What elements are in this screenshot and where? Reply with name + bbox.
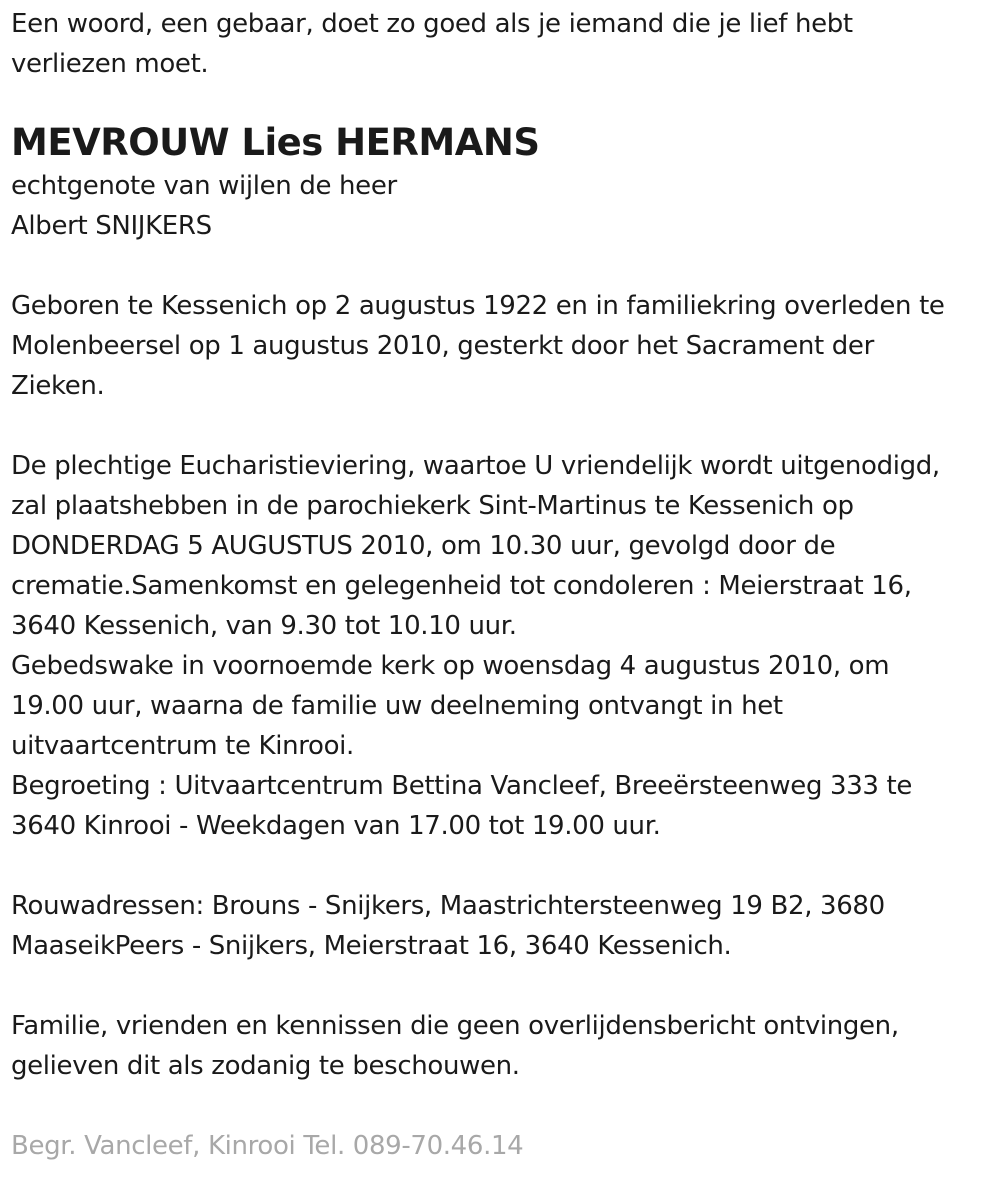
paragraph-line: Rouwadressen: Brouns - Snijkers, Maastrichtersteenweg 19 B2, 3680	[11, 891, 885, 921]
deceased-name: MEVROUW Lies HERMANS	[11, 121, 540, 164]
spacer	[11, 966, 990, 1006]
paragraph-line: gelieven dit als zodanig te beschouwen.	[11, 1051, 520, 1081]
paragraph-line: Zieken.	[11, 371, 105, 401]
paragraph-line: 3640 Kessenich, van 9.30 tot 10.10 uur.	[11, 611, 517, 641]
paragraph-line: Begroeting : Uitvaartcentrum Bettina Vancleef, Breeërsteenweg 333 te	[11, 771, 913, 801]
funeral-home-footer: Begr. Vancleef, Kinrooi Tel. 089-70.46.14	[11, 1131, 524, 1161]
paragraph-line: Familie, vrienden en kennissen die geen overlijdensbericht ontvingen,	[11, 1011, 899, 1041]
intro-line: Een woord, een gebaar, doet zo goed als je iemand die je lief hebt	[11, 9, 853, 39]
spouse-line: Albert SNIJKERS	[11, 211, 212, 241]
spouse-line: echtgenote van wijlen de heer	[11, 171, 397, 201]
paragraph-line: DONDERDAG 5 AUGUSTUS 2010, om 10.30 uur, gevolgd door de	[11, 531, 836, 561]
paragraph-line: 19.00 uur, waarna de familie uw deelneming ontvangt in het	[11, 691, 783, 721]
paragraph-line: 3640 Kinrooi - Weekdagen van 17.00 tot 19.00 uur.	[11, 811, 661, 841]
paragraph-line: Molenbeersel op 1 augustus 2010, gesterkt door het Sacrament der	[11, 331, 874, 361]
paragraph-line: Geboren te Kessenich op 2 augustus 1922 en in familiekring overleden te	[11, 291, 945, 321]
paragraph-line: Gebedswake in voornoemde kerk op woensdag 4 augustus 2010, om	[11, 651, 890, 681]
deceased-block	[11, 120, 990, 246]
notice-paragraph	[11, 1006, 990, 1086]
intro-quote	[11, 4, 990, 84]
birth-death-paragraph	[11, 286, 990, 406]
ceremony-paragraph	[11, 446, 990, 846]
paragraph-line: MaaseikPeers - Snijkers, Meierstraat 16, 3640 Kessenich.	[11, 931, 732, 961]
spacer	[11, 246, 990, 286]
paragraph-line: crematie.Samenkomst en gelegenheid tot condoleren : Meierstraat 16,	[11, 571, 912, 601]
intro-line: verliezen moet.	[11, 49, 209, 79]
paragraph-line: uitvaartcentrum te Kinrooi.	[11, 731, 354, 761]
addresses-paragraph	[11, 886, 990, 966]
spacer	[11, 406, 990, 446]
spacer	[11, 846, 990, 886]
paragraph-line: De plechtige Eucharistieviering, waartoe U vriendelijk wordt uitgenodigd,	[11, 451, 940, 481]
spacer	[11, 1086, 990, 1126]
paragraph-line: zal plaatshebben in de parochiekerk Sint-Martinus te Kessenich op	[11, 491, 854, 521]
